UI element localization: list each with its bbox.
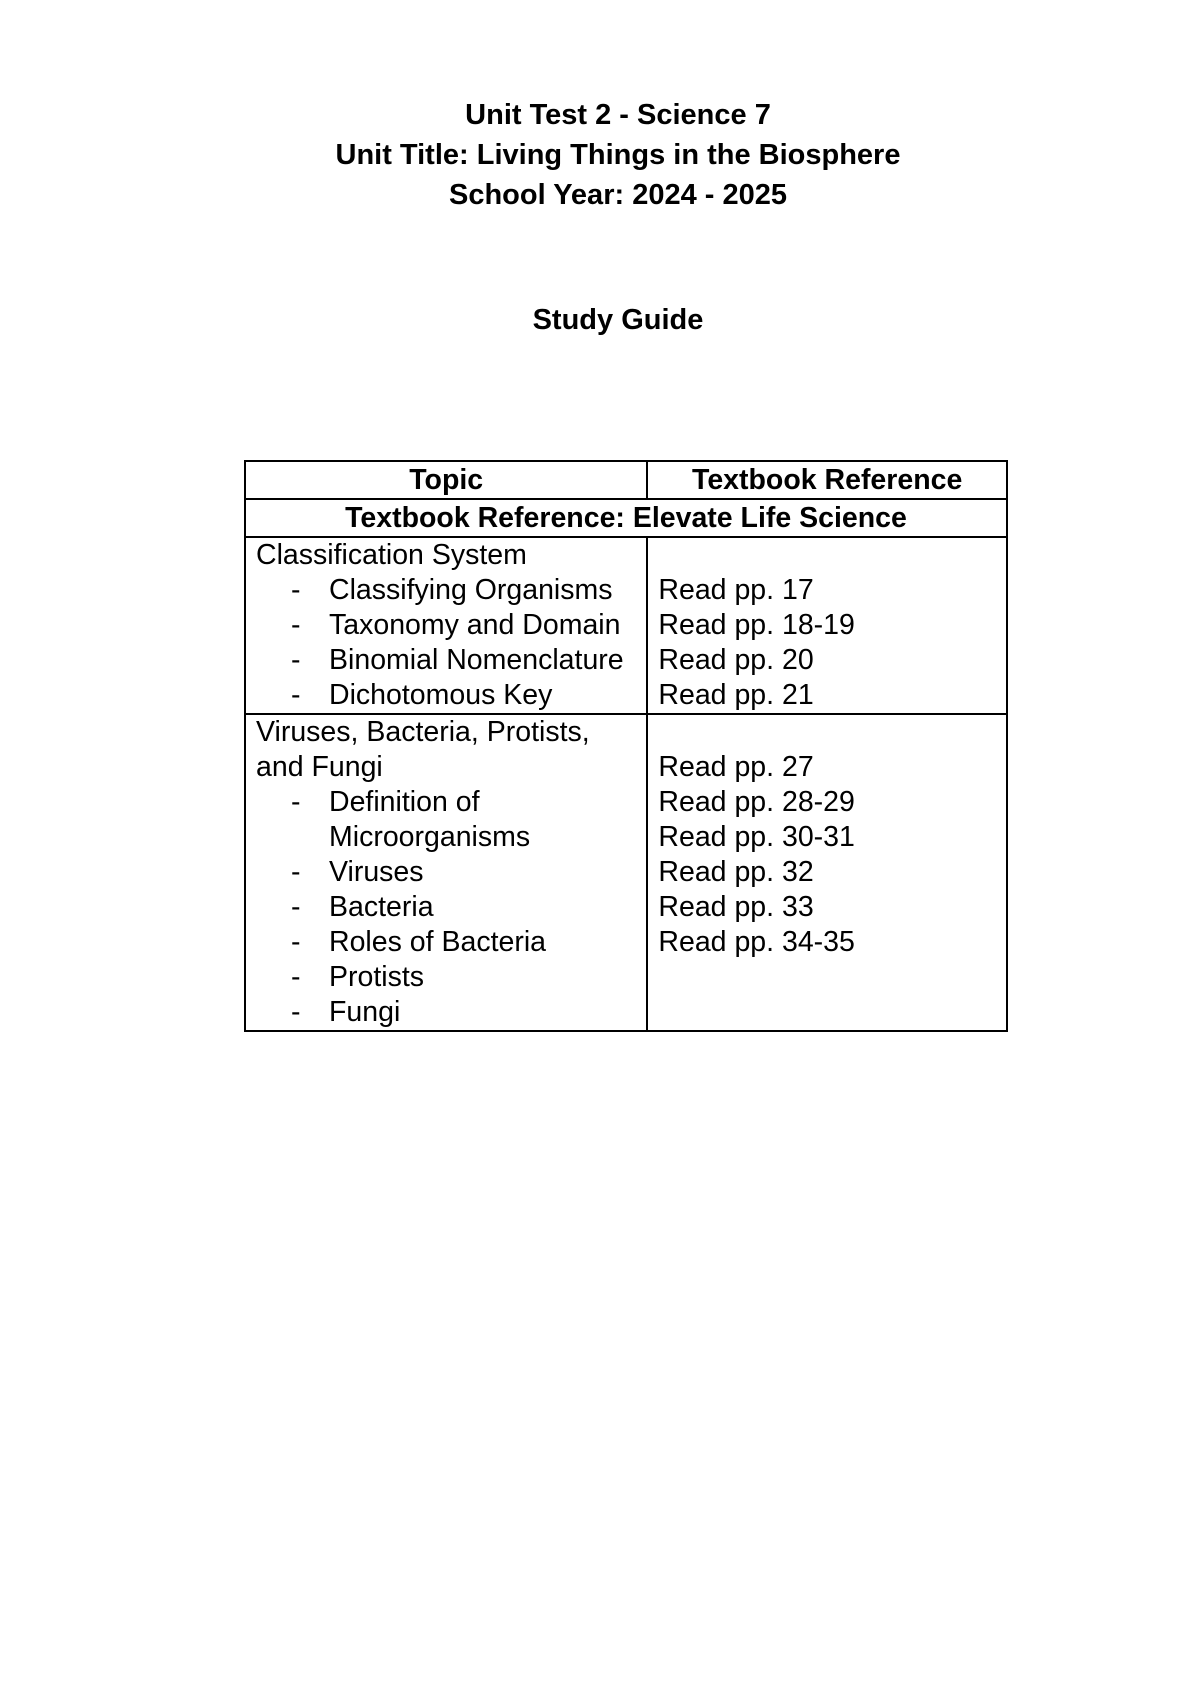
- topic-column-header: Topic: [245, 461, 647, 499]
- list-item-label: Protists: [329, 961, 425, 993]
- list-item: [256, 608, 629, 643]
- reference-text: Read pp. 30-31: [658, 821, 855, 853]
- table-row: [245, 714, 1007, 1031]
- dash-bullet: -: [291, 856, 301, 888]
- dash-bullet: -: [291, 574, 301, 606]
- unit-test-title: Unit Test 2 - Science 7: [465, 99, 771, 131]
- topic-list: [256, 785, 636, 1030]
- dash-bullet: -: [291, 996, 301, 1028]
- textbook-heading: Textbook Reference: Elevate Life Science: [245, 499, 1007, 537]
- list-item-label: Roles of Bacteria: [329, 926, 547, 958]
- dash-bullet: -: [291, 786, 301, 818]
- reference-text: Read pp. 28-29: [658, 786, 855, 818]
- dash-bullet: -: [291, 926, 301, 958]
- list-item: [256, 960, 629, 995]
- list-item-label: Binomial Nomenclature: [329, 644, 624, 676]
- list-item-label: Definition of Microorganisms: [329, 786, 531, 853]
- topic-cell-classification: [245, 537, 647, 714]
- list-item-label: Bacteria: [329, 891, 434, 923]
- reference-text: Read pp. 21: [658, 679, 814, 711]
- reference-text: Read pp. 18-19: [658, 609, 855, 641]
- list-item: [256, 573, 629, 608]
- reference-text: Read pp. 17: [658, 574, 814, 606]
- list-item-label: Fungi: [329, 996, 401, 1028]
- list-item: [256, 643, 629, 678]
- list-item-label: Viruses: [329, 856, 424, 888]
- list-item-label: Taxonomy and Domain: [329, 609, 621, 641]
- textbook-heading-row: [245, 499, 1007, 537]
- reference-cell-microorganisms: [647, 714, 1007, 1031]
- study-guide-title: Study Guide: [532, 304, 704, 336]
- section-title: Classification System: [256, 539, 527, 571]
- reference-text: Read pp. 20: [658, 644, 814, 676]
- unit-title: Unit Title: Living Things in the Biosphere: [335, 139, 901, 171]
- reference-text: Read pp. 27: [658, 751, 814, 783]
- list-item: [256, 678, 629, 713]
- reference-text: Read pp. 33: [658, 891, 814, 923]
- school-year: School Year: 2024 - 2025: [448, 179, 787, 211]
- topic-cell-microorganisms: [245, 714, 647, 1031]
- reference-cell-classification: [647, 537, 1007, 714]
- list-item-label: Dichotomous Key: [329, 679, 553, 711]
- dash-bullet: -: [291, 609, 301, 641]
- document-header: [0, 95, 1200, 215]
- list-item: [256, 855, 629, 890]
- list-item: [256, 995, 629, 1030]
- list-item: [256, 890, 629, 925]
- list-item: [256, 925, 629, 960]
- dash-bullet: -: [291, 891, 301, 923]
- topic-list: [256, 573, 636, 713]
- reference-column-header: Textbook Reference: [647, 461, 1007, 499]
- section-title: Viruses, Bacteria, Protists, and Fungi: [256, 716, 590, 783]
- list-item: [256, 785, 549, 855]
- table-header-row: [245, 461, 1007, 499]
- reference-text: Read pp. 32: [658, 856, 814, 888]
- dash-bullet: -: [291, 644, 301, 676]
- dash-bullet: -: [291, 961, 301, 993]
- list-item-label: Classifying Organisms: [329, 574, 613, 606]
- dash-bullet: -: [291, 679, 301, 711]
- table-row: [245, 537, 1007, 714]
- reference-text: Read pp. 34-35: [658, 926, 855, 958]
- study-guide-table: [244, 460, 1008, 1032]
